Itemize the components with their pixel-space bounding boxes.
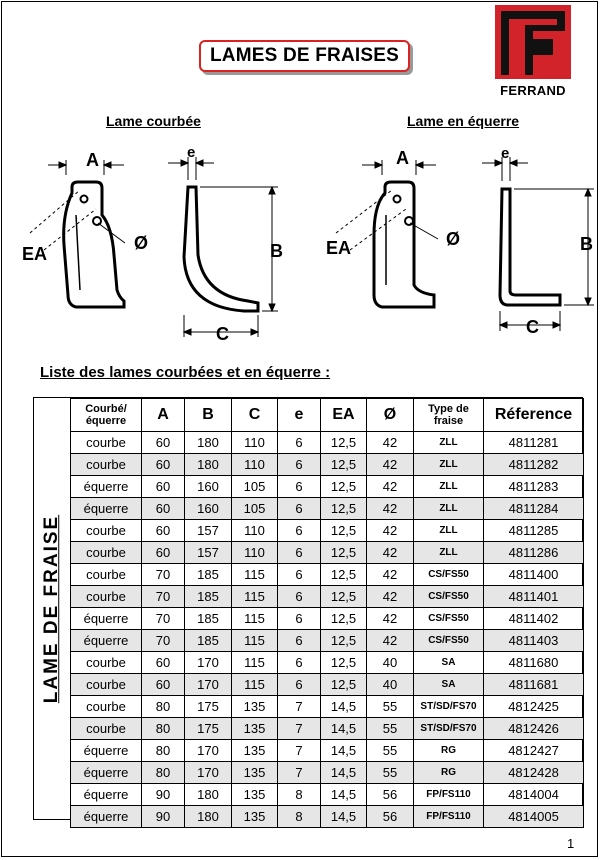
- cell-reference: 4812427: [484, 740, 584, 762]
- cell-EA: 14,5: [321, 696, 367, 718]
- col-header-C: C: [232, 399, 278, 432]
- table-row: [71, 586, 584, 608]
- ferrand-logo-mark: [495, 5, 571, 79]
- cell-EA: 12,5: [321, 476, 367, 498]
- cell-C: 105: [232, 476, 278, 498]
- cell-type: courbe: [71, 432, 142, 454]
- table-row: [71, 630, 584, 652]
- table-body: [71, 432, 584, 828]
- cell-A: 90: [142, 806, 185, 828]
- cell-fraise-type: ZLL: [414, 476, 484, 498]
- cell-diameter: 42: [367, 454, 414, 476]
- cell-C: 110: [232, 520, 278, 542]
- cell-B: 180: [185, 784, 232, 806]
- cell-e: 6: [278, 564, 321, 586]
- cell-type: équerre: [71, 498, 142, 520]
- cell-B: 170: [185, 762, 232, 784]
- table-row: [71, 542, 584, 564]
- cell-diameter: 56: [367, 784, 414, 806]
- col-header-diameter: Ø: [367, 399, 414, 432]
- dim-B-right: B: [580, 234, 593, 254]
- cell-C: 105: [232, 498, 278, 520]
- dim-O-right: Ø: [446, 229, 461, 249]
- cell-A: 80: [142, 762, 185, 784]
- cell-A: 60: [142, 542, 185, 564]
- cell-fraise-type: ST/SD/FS70: [414, 696, 484, 718]
- cell-B: 185: [185, 564, 232, 586]
- col-header-A: A: [142, 399, 185, 432]
- cell-B: 185: [185, 586, 232, 608]
- cell-C: 110: [232, 454, 278, 476]
- col-header-EA: EA: [321, 399, 367, 432]
- cell-fraise-type: CS/FS50: [414, 608, 484, 630]
- cell-EA: 12,5: [321, 432, 367, 454]
- cell-type: courbe: [71, 674, 142, 696]
- cell-diameter: 42: [367, 630, 414, 652]
- cell-B: 157: [185, 520, 232, 542]
- cell-reference: 4811680: [484, 652, 584, 674]
- cell-diameter: 55: [367, 740, 414, 762]
- page-title: LAMES DE FRAISES: [199, 40, 410, 72]
- square-blade-front-dims: [336, 160, 438, 250]
- dim-O-left: Ø: [134, 233, 149, 253]
- cell-reference: 4811284: [484, 498, 584, 520]
- label-lame-courbee: Lame courbée: [106, 113, 201, 129]
- cell-diameter: 42: [367, 608, 414, 630]
- cell-e: 6: [278, 630, 321, 652]
- cell-B: 170: [185, 652, 232, 674]
- cell-diameter: 40: [367, 652, 414, 674]
- cell-fraise-type: CS/FS50: [414, 564, 484, 586]
- cell-B: 157: [185, 542, 232, 564]
- cell-diameter: 42: [367, 564, 414, 586]
- dim-A-right: A: [396, 148, 409, 168]
- cell-e: 8: [278, 806, 321, 828]
- cell-diameter: 42: [367, 476, 414, 498]
- table-row: [71, 476, 584, 498]
- square-blade-front-view: [374, 182, 434, 307]
- cell-C: 135: [232, 718, 278, 740]
- cell-e: 6: [278, 454, 321, 476]
- cell-reference: 4811285: [484, 520, 584, 542]
- cell-EA: 14,5: [321, 718, 367, 740]
- cell-e: 8: [278, 784, 321, 806]
- cell-diameter: 42: [367, 498, 414, 520]
- cell-B: 160: [185, 498, 232, 520]
- cell-fraise-type: CS/FS50: [414, 630, 484, 652]
- cell-B: 170: [185, 674, 232, 696]
- cell-A: 80: [142, 740, 185, 762]
- cell-A: 70: [142, 586, 185, 608]
- table-row: [71, 564, 584, 586]
- cell-EA: 12,5: [321, 520, 367, 542]
- cell-fraise-type: ZLL: [414, 454, 484, 476]
- cell-type: courbe: [71, 586, 142, 608]
- curved-blade-side-view: [184, 187, 258, 311]
- cell-e: 6: [278, 542, 321, 564]
- cell-fraise-type: ST/SD/FS70: [414, 718, 484, 740]
- table-row: [71, 520, 584, 542]
- table-row: [71, 740, 584, 762]
- ferrand-logo: [495, 5, 571, 97]
- col-header-reference: Réference: [484, 399, 584, 432]
- col-header-fraise-type: Type de fraise: [414, 399, 484, 432]
- table-row: [71, 432, 584, 454]
- table-header-row: [71, 399, 584, 432]
- cell-e: 7: [278, 718, 321, 740]
- cell-B: 175: [185, 718, 232, 740]
- cell-type: courbe: [71, 520, 142, 542]
- cell-C: 135: [232, 806, 278, 828]
- curved-blade-front-view: [64, 182, 124, 307]
- cell-e: 7: [278, 740, 321, 762]
- cell-EA: 12,5: [321, 674, 367, 696]
- cell-C: 135: [232, 740, 278, 762]
- cell-EA: 12,5: [321, 454, 367, 476]
- cell-B: 180: [185, 806, 232, 828]
- page-number: 1: [567, 836, 575, 851]
- cell-reference: 4811681: [484, 674, 584, 696]
- cell-reference: 4811402: [484, 608, 584, 630]
- cell-EA: 14,5: [321, 762, 367, 784]
- table-row: [71, 718, 584, 740]
- cell-type: courbe: [71, 564, 142, 586]
- cell-fraise-type: ZLL: [414, 520, 484, 542]
- cell-type: courbe: [71, 696, 142, 718]
- cell-diameter: 55: [367, 696, 414, 718]
- cell-e: 6: [278, 674, 321, 696]
- cell-fraise-type: ZLL: [414, 432, 484, 454]
- blade-diagrams: [0, 135, 601, 350]
- cell-A: 80: [142, 718, 185, 740]
- cell-C: 115: [232, 674, 278, 696]
- cell-A: 60: [142, 674, 185, 696]
- table-row: [71, 498, 584, 520]
- cell-diameter: 55: [367, 718, 414, 740]
- cell-C: 135: [232, 784, 278, 806]
- cell-B: 185: [185, 608, 232, 630]
- cell-A: 70: [142, 630, 185, 652]
- cell-B: 180: [185, 454, 232, 476]
- cell-fraise-type: SA: [414, 652, 484, 674]
- cell-diameter: 55: [367, 762, 414, 784]
- cell-reference: 4814004: [484, 784, 584, 806]
- cell-fraise-type: SA: [414, 674, 484, 696]
- cell-EA: 12,5: [321, 498, 367, 520]
- cell-C: 115: [232, 586, 278, 608]
- cell-A: 60: [142, 498, 185, 520]
- cell-EA: 12,5: [321, 564, 367, 586]
- cell-e: 7: [278, 696, 321, 718]
- cell-C: 115: [232, 630, 278, 652]
- cell-fraise-type: RG: [414, 762, 484, 784]
- cell-type: courbe: [71, 542, 142, 564]
- table-row: [71, 806, 584, 828]
- table-row: [71, 652, 584, 674]
- cell-type: équerre: [71, 608, 142, 630]
- cell-C: 115: [232, 608, 278, 630]
- dim-C-left: C: [216, 324, 229, 344]
- table-row: [71, 608, 584, 630]
- cell-type: équerre: [71, 806, 142, 828]
- cell-B: 185: [185, 630, 232, 652]
- cell-EA: 12,5: [321, 542, 367, 564]
- cell-A: 70: [142, 564, 185, 586]
- dim-C-right: C: [526, 317, 539, 337]
- blades-table-wrap: [33, 397, 583, 824]
- cell-type: équerre: [71, 762, 142, 784]
- cell-fraise-type: ZLL: [414, 542, 484, 564]
- table-row: [71, 674, 584, 696]
- cell-diameter: 42: [367, 586, 414, 608]
- side-label-text: LAME DE FRAISE: [41, 514, 63, 703]
- cell-EA: 12,5: [321, 586, 367, 608]
- logo-text: FERRAND: [500, 83, 566, 98]
- cell-fraise-type: ZLL: [414, 498, 484, 520]
- cell-e: 6: [278, 608, 321, 630]
- dim-e-left: e: [187, 144, 196, 161]
- cell-type: courbe: [71, 652, 142, 674]
- table-row: [71, 696, 584, 718]
- cell-EA: 14,5: [321, 784, 367, 806]
- blades-table: [70, 398, 584, 828]
- cell-fraise-type: RG: [414, 740, 484, 762]
- cell-reference: 4811401: [484, 586, 584, 608]
- dim-A-left: A: [86, 150, 99, 170]
- cell-A: 80: [142, 696, 185, 718]
- cell-EA: 12,5: [321, 608, 367, 630]
- cell-B: 180: [185, 432, 232, 454]
- cell-EA: 14,5: [321, 806, 367, 828]
- cell-reference: 4811283: [484, 476, 584, 498]
- cell-e: 6: [278, 652, 321, 674]
- cell-C: 115: [232, 564, 278, 586]
- cell-A: 60: [142, 432, 185, 454]
- cell-e: 6: [278, 586, 321, 608]
- label-lame-equerre: Lame en équerre: [407, 113, 520, 129]
- cell-type: équerre: [71, 476, 142, 498]
- cell-C: 110: [232, 432, 278, 454]
- dim-EA-left: EA: [22, 244, 48, 264]
- cell-B: 160: [185, 476, 232, 498]
- cell-reference: 4811400: [484, 564, 584, 586]
- square-blade-side-view: [500, 189, 560, 305]
- table-row: [71, 454, 584, 476]
- cell-C: 135: [232, 696, 278, 718]
- cell-fraise-type: CS/FS50: [414, 586, 484, 608]
- cell-e: 6: [278, 476, 321, 498]
- cell-C: 110: [232, 542, 278, 564]
- cell-C: 135: [232, 762, 278, 784]
- cell-type: courbe: [71, 718, 142, 740]
- dim-B-left: B: [270, 241, 283, 261]
- cell-B: 170: [185, 740, 232, 762]
- table-row: [71, 784, 584, 806]
- cell-diameter: 42: [367, 432, 414, 454]
- cell-reference: 4814005: [484, 806, 584, 828]
- cell-diameter: 40: [367, 674, 414, 696]
- cell-type: courbe: [71, 454, 142, 476]
- cell-type: équerre: [71, 740, 142, 762]
- cell-reference: 4811281: [484, 432, 584, 454]
- cell-fraise-type: FP/FS110: [414, 806, 484, 828]
- cell-reference: 4811282: [484, 454, 584, 476]
- cell-EA: 12,5: [321, 652, 367, 674]
- cell-A: 60: [142, 454, 185, 476]
- cell-A: 60: [142, 652, 185, 674]
- cell-reference: 4812426: [484, 718, 584, 740]
- cell-e: 6: [278, 520, 321, 542]
- cell-e: 7: [278, 762, 321, 784]
- cell-A: 90: [142, 784, 185, 806]
- cell-type: équerre: [71, 784, 142, 806]
- col-header-B: B: [185, 399, 232, 432]
- cell-reference: 4812425: [484, 696, 584, 718]
- side-label: [34, 398, 70, 819]
- list-heading: Liste des lames courbées et en équerre :: [40, 364, 331, 381]
- cell-reference: 4812428: [484, 762, 584, 784]
- cell-e: 6: [278, 432, 321, 454]
- cell-diameter: 42: [367, 520, 414, 542]
- cell-diameter: 42: [367, 542, 414, 564]
- cell-EA: 12,5: [321, 630, 367, 652]
- dim-e-right: e: [501, 145, 510, 162]
- col-header-e: e: [278, 399, 321, 432]
- cell-EA: 14,5: [321, 740, 367, 762]
- cell-A: 60: [142, 520, 185, 542]
- cell-reference: 4811286: [484, 542, 584, 564]
- cell-fraise-type: FP/FS110: [414, 784, 484, 806]
- dim-EA-right: EA: [326, 238, 352, 258]
- cell-diameter: 56: [367, 806, 414, 828]
- cell-B: 175: [185, 696, 232, 718]
- cell-A: 70: [142, 608, 185, 630]
- table-row: [71, 762, 584, 784]
- cell-A: 60: [142, 476, 185, 498]
- col-header-type: Courbé/ équerre: [71, 399, 142, 432]
- cell-reference: 4811403: [484, 630, 584, 652]
- cell-type: équerre: [71, 630, 142, 652]
- cell-C: 115: [232, 652, 278, 674]
- cell-e: 6: [278, 498, 321, 520]
